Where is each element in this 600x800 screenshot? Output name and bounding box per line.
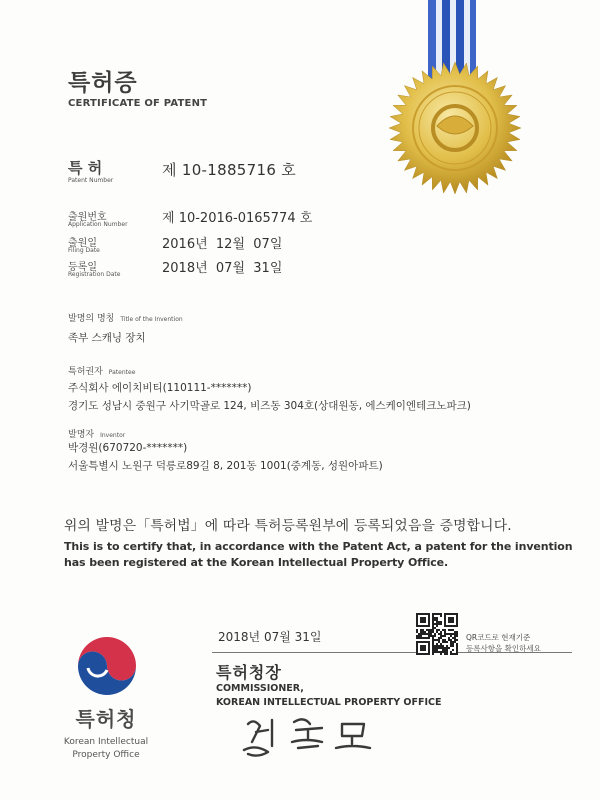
qr-code-icon[interactable] <box>416 613 458 655</box>
issue-date: 2018년 07월 31일 <box>218 630 322 644</box>
inventor-label <box>68 427 125 440</box>
statement-en-line2: has been registered at the Korean Intellectual Property Office. <box>64 556 449 569</box>
registration-date-value: 2018년 07월 31일 <box>162 261 283 276</box>
commissioner-title-en-line1: COMMISSIONER, <box>216 683 304 694</box>
commissioner-title-en-line2: KOREAN INTELLECTUAL PROPERTY OFFICE <box>216 697 442 708</box>
certificate-title-en: CERTIFICATE OF PATENT <box>68 98 208 109</box>
patent-number-value: 제 10-1885716 호 <box>162 161 297 179</box>
patentee-label-en: Patentee <box>108 369 136 376</box>
application-number-value: 제 10-2016-0165774 호 <box>162 211 313 226</box>
kipo-logo-icon <box>72 630 142 696</box>
inventor-label-ko: 발명자 <box>68 430 95 440</box>
invention-title: 족부 스캐닝 장치 <box>68 332 146 344</box>
filing-date-label-en: Filing Date <box>68 247 100 254</box>
invention-label-ko: 발명의 명칭 <box>68 314 115 324</box>
invention-label-en: Title of the Invention <box>120 316 183 323</box>
patent-number-label-en: Patent Number <box>68 177 114 184</box>
kipo-name-ko: 특허청 <box>75 707 137 731</box>
registration-date-label-en: Registration Date <box>68 271 121 278</box>
filing-date-label: 출원일 <box>68 238 97 249</box>
qr-note-line1: QR코드로 현재기준 <box>466 633 531 642</box>
patentee-address: 경기도 성남시 중원구 사기막골로 124, 비즈동 304호(상대원동, 에스케이엔테크노파크) <box>68 400 471 412</box>
invention-label <box>68 311 183 324</box>
application-number-label: 출원번호 <box>68 212 107 223</box>
statement-ko: 위의 발명은「특허법」에 따라 특허등록원부에 등록되었음을 증명합니다. <box>64 518 512 534</box>
statement-en-line1: This is to certify that, in accordance with the Patent Act, a patent for the invention <box>64 540 573 553</box>
kipo-name-en-line1: Korean Intellectual <box>63 737 149 747</box>
certificate-title: 특허증 <box>68 70 138 96</box>
kipo-name-en-line2: Property Office <box>72 750 140 760</box>
patentee-name: 주식회사 에이치비티(110111-*******) <box>68 382 252 394</box>
commissioner-title: 특허청장 <box>216 663 282 682</box>
gold-seal-icon <box>385 58 525 198</box>
patent-number-label: 특 허 <box>68 159 103 177</box>
registration-date-label: 등록일 <box>68 262 97 273</box>
inventor-name: 박경원(670720-*******) <box>68 442 188 454</box>
inventor-label-en: Inventor <box>100 432 126 439</box>
patentee-label-ko: 특허권자 <box>68 367 103 377</box>
patentee-label <box>68 364 135 377</box>
qr-note-line2: 등록사항을 확인하세요 <box>466 644 541 653</box>
filing-date-value: 2016년 12월 07일 <box>162 237 283 252</box>
application-number-label-en: Application Number <box>68 221 128 228</box>
inventor-address: 서울특별시 노원구 덕릉로89길 8, 201동 1001(중계동, 성원아파트) <box>68 460 383 472</box>
signature <box>238 712 378 760</box>
